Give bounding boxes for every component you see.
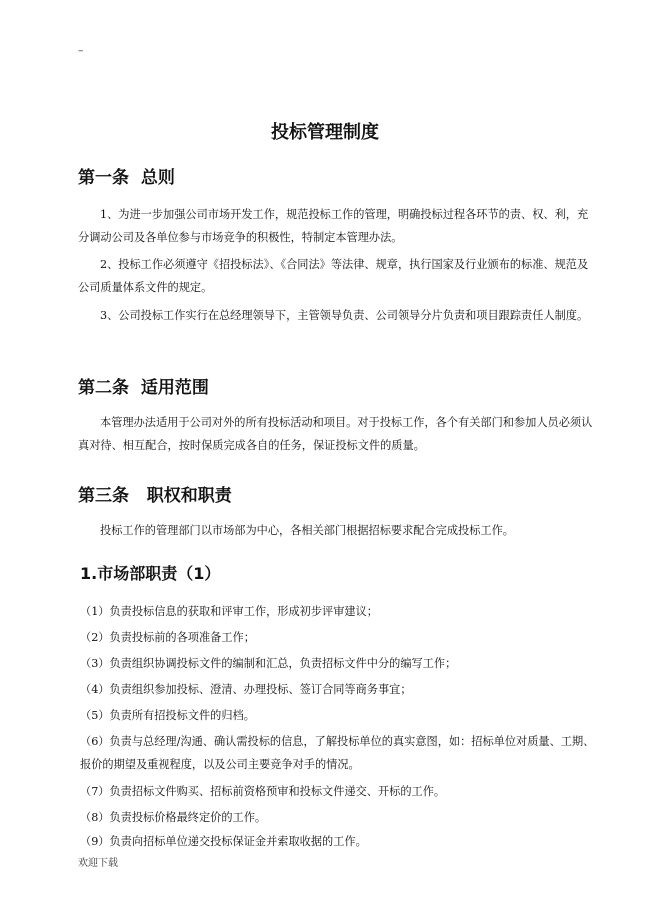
duty-item-4: （4）负责组织参加投标、澄清、办理投标、签订合同等商务事宜； (80, 683, 412, 696)
duty-item-7: （7）负责招标文件购买、招标前资格预审和投标文件递交、开标的工作。 (80, 785, 446, 798)
duty-item-6: （6）负责与总经理/沟通、确认需投标的信息，了解投标单位的真实意图，如：招标单位对质量、工期、报价的期望及重视程度，以及公司主要竞争对手的情况。 (80, 735, 595, 771)
section-1-paragraph-3: 3、公司投标工作实行在总经理领导下，主管领导负责、公司领导分片负责和项目跟踪责任人制度。 (100, 309, 589, 322)
page-mark: – (78, 44, 84, 57)
section-1-heading: 第一条 总则 (78, 168, 175, 188)
duty-item-3: （3）负责组织协调投标文件的编制和汇总，负责招标文件中分的编写工作； (80, 657, 457, 670)
document-title: 投标管理制度 (271, 122, 379, 143)
footer-text: 欢迎下载 (78, 858, 118, 869)
section-1-paragraph-1: 1、为进一步加强公司市场开发工作，规范投标工作的管理，明确投标过程各环节的责、权、利，充分调动公司及各单位参与市场竞争的积极性，特制定本管理办法。 (78, 208, 589, 244)
duty-item-1: （1）负责投标信息的获取和评审工作，形成初步评审建议； (80, 605, 378, 618)
section-2-paragraph: 本管理办法适用于公司对外的所有投标活动和项目。对于投标工作，各个有关部门和参加人员必须认真对待、相互配合，按时保质完成各自的任务，保证投标文件的质量。 (78, 416, 593, 452)
market-dept-duties-heading: 1.市场部职责（1） (80, 564, 221, 583)
duty-item-5: （5）负责所有招投标文件的归档。 (80, 709, 255, 722)
duty-item-2: （2）负责投标前的各项准备工作； (80, 631, 255, 644)
section-2-heading: 第二条 适用范围 (78, 378, 209, 398)
section-3-paragraph: 投标工作的管理部门以市场部为中心，各相关部门根据招标要求配合完成投标工作。 (100, 524, 514, 537)
duty-item-9: （9）负责向招标单位递交投标保证金并索取收据的工作。 (80, 835, 367, 848)
section-1-paragraph-2: 2、投标工作必须遵守《招投标法》、《合同法》等法律、规章，执行国家及行业颁布的标准、规范及公司质量体系文件的规定。 (78, 258, 589, 294)
duty-item-8: （8）负责投标价格最终定价的工作。 (80, 811, 267, 824)
section-3-heading: 第三条 职权和职责 (78, 486, 232, 506)
